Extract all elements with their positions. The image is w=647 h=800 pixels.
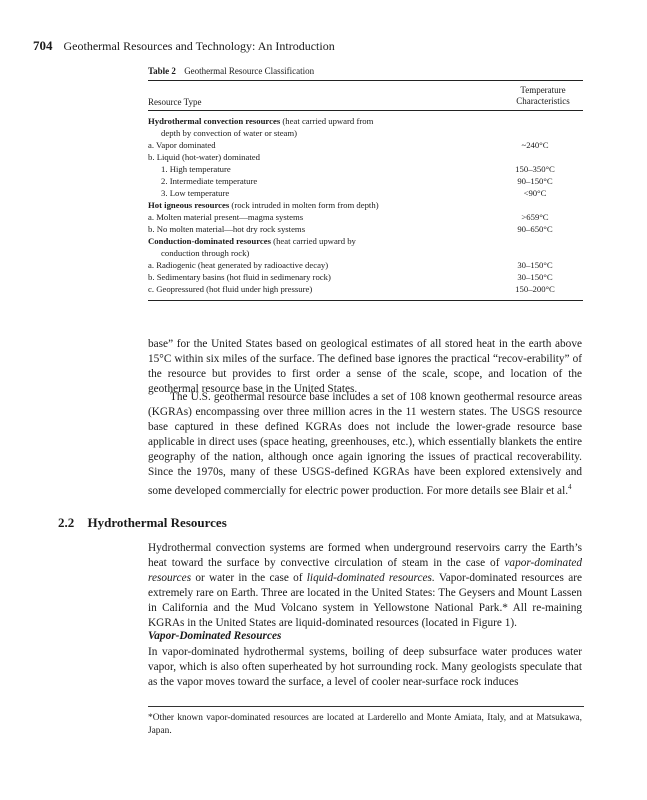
section-title: Hydrothermal Resources bbox=[87, 515, 227, 530]
table-row: 1. High temperature 150–350°C bbox=[161, 164, 555, 174]
subheading: Vapor-Dominated Resources bbox=[148, 630, 282, 642]
table-caption bbox=[148, 66, 314, 76]
table-caption-text: Geothermal Resource Classification bbox=[184, 66, 315, 76]
footnote-rule bbox=[148, 706, 584, 707]
table-row: 2. Intermediate temperature 90–150°C bbox=[161, 176, 553, 186]
table-row: conduction through rock) bbox=[161, 248, 250, 258]
table-row: a. Vapor dominated ~240°C bbox=[148, 140, 549, 150]
page-number: 704 bbox=[33, 38, 53, 53]
body-paragraph: In vapor-dominated hydrothermal systems, boiling of deep subsurface water produces water vapor, which is also often superheated by hot surrounding rock. Many geologists speculate that as the vapor moves toward the surface, a level of cooler near-surface rock induces bbox=[148, 646, 582, 688]
table-top-rule bbox=[148, 80, 583, 81]
body-paragraph: The U.S. geothermal resource base includes a set of 108 known geothermal resource areas (KGRAs) encompassing over three million acres in the 11 western states. The USGS resource base captured in these defined KGRAs does not include the lower-grade resource base applicable in direct uses (space heating, greenhouses, etc.), which essentially blankets the entire geography of the nation, although once again ignoring the issues of practical recoverability. Since the 1970s, many of these USGS-defined KGRAs have been explored extensively and some developed commercially for electric power production. For more details see Blair et al.$^4$ bbox=[148, 391, 582, 497]
table-row: a. Molten material present—magma systems >659°C bbox=[148, 212, 549, 222]
table-row: a. Radiogenic (heat generated by radioactive decay) 30–150°C bbox=[148, 260, 553, 270]
table-bottom-rule bbox=[148, 300, 583, 301]
body-paragraph: base” for the United States based on geological estimates of all stored heat in the earth above 15°C within six miles of the surface. The defined base ignores the practical “recov-erability” of the resource but provides to first order a sense of the scale, scope, and location of the geothermal resource base in the United States. bbox=[148, 338, 582, 395]
table-row: depth by convection of water or steam) bbox=[161, 128, 298, 138]
table-row: Hydrothermal convection resources (heat carried upward from bbox=[148, 116, 374, 126]
running-header bbox=[33, 38, 335, 54]
col-header-temperature: Temperature Characteristics bbox=[516, 85, 570, 106]
section-heading bbox=[58, 515, 227, 531]
table-row: b. Sedimentary basins (hot fluid in sedimenary rock) 30–150°C bbox=[148, 272, 553, 282]
table-row: b. No molten material—hot dry rock systems 90–650°C bbox=[148, 224, 553, 234]
table-row: 3. Low temperature <90°C bbox=[161, 188, 547, 198]
table-row: Hot igneous resources (rock intruded in molten form from depth) bbox=[148, 200, 379, 210]
table-row: b. Liquid (hot-water) dominated bbox=[148, 152, 260, 162]
col-header-resource-type: Resource Type bbox=[148, 97, 202, 107]
table-label: Table 2 bbox=[148, 66, 176, 76]
section-number: 2.2 bbox=[58, 515, 75, 530]
footnote: *Other known vapor-dominated resources are located at Larderello and Monte Amiata, Italy, and at Matsukawa, Japan. bbox=[148, 713, 582, 736]
table-row: c. Geopressured (hot fluid under high pressure) 150–200°C bbox=[148, 284, 555, 294]
table-row: Conduction-dominated resources (heat carried upward by bbox=[148, 236, 356, 246]
running-title: Geothermal Resources and Technology: An Introduction bbox=[63, 39, 335, 53]
table-header-rule bbox=[148, 110, 583, 111]
body-paragraph: Hydrothermal convection systems are formed when underground reservoirs carry the Earth’s heat toward the surface by convective circulation of steam in the case of vapor-dominated resources or water in the case of liquid-dominated resources. Vapor-dominated resources are extremely rare on Earth. Three are located in the United States: The Geysers and Mount Lassen in California and the Mud Volcano system in Yellowstone National Park.* All re-maining KGRAs in the United States are liquid-dominated resources (located in Figure 1). bbox=[148, 542, 582, 629]
footnote-reference: 4 bbox=[568, 483, 572, 491]
